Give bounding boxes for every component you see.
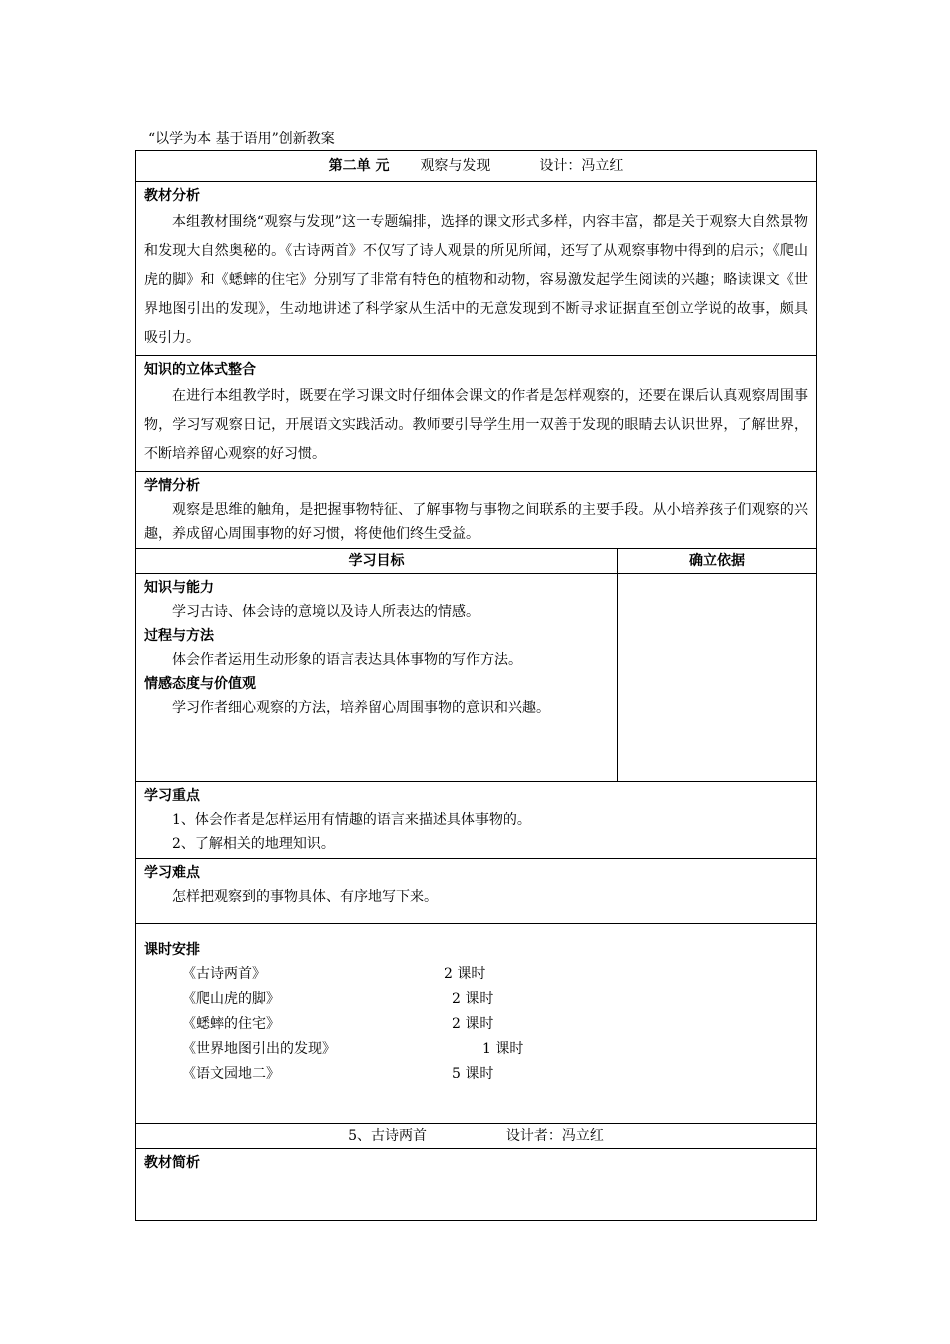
schedule-title: 《蟋蟀的住宅》 xyxy=(182,1016,280,1032)
schedule-title: 《爬山虎的脚》 xyxy=(182,991,280,1007)
key-points-row xyxy=(136,782,817,859)
emotion-text: 学习作者细心观察的方法，培养留心周围事物的意识和兴趣。 xyxy=(172,700,550,716)
schedule-title: 《古诗两首》 xyxy=(182,966,266,982)
difficulties-cell xyxy=(136,859,817,924)
schedule-item xyxy=(144,1062,808,1087)
learner-analysis-cell xyxy=(136,472,817,549)
unit-label: 第二单 元 xyxy=(328,158,390,174)
knowledge-heading: 知识与能力 xyxy=(144,580,214,596)
schedule-heading: 课时安排 xyxy=(144,942,200,958)
process-text: 体会作者运用生动形象的语言表达具体事物的写作方法。 xyxy=(172,652,522,668)
schedule-item xyxy=(144,987,808,1012)
integration-cell xyxy=(136,356,817,472)
learner-analysis-row xyxy=(136,472,817,549)
schedule-item xyxy=(144,1012,808,1037)
process-heading: 过程与方法 xyxy=(144,628,214,644)
schedule-cell xyxy=(136,924,817,1124)
learner-analysis-text: 观察是思维的触角，是把握事物特征、了解事物与事物之间联系的主要手段。从小培养孩子们观察的兴趣，养成留心周围事物的好习惯，将使他们终生受益。 xyxy=(144,502,808,542)
objectives-body-row xyxy=(136,574,817,782)
difficulties-row xyxy=(136,859,817,924)
knowledge-text: 学习古诗、体会诗的意境以及诗人所表达的情感。 xyxy=(172,604,480,620)
unit-designer: 设计：冯立红 xyxy=(539,158,624,174)
schedule-item xyxy=(144,962,808,987)
integration-row xyxy=(136,356,817,472)
unit-theme: 观察与发现 xyxy=(420,158,491,174)
integration-text: 在进行本组教学时，既要在学习课文时仔细体会课文的作者是怎样观察的，还要在课后认真观察周围事物，学习写观察日记，开展语文实践活动。教师要引导学生用一双善于发现的眼睛去认识世界，了解世界，不断培养留心观察的好习惯。 xyxy=(144,388,808,462)
schedule-hours: 5 课时 xyxy=(452,1066,494,1082)
schedule-hours: 2 课时 xyxy=(452,991,494,1007)
lesson-plan-table xyxy=(135,150,817,1221)
learner-analysis-heading: 学情分析 xyxy=(144,478,200,494)
material-analysis-row xyxy=(136,182,817,356)
lesson-designer: 设计者：冯立红 xyxy=(505,1128,604,1144)
material-analysis-text: 本组教材围绕“观察与发现”这一专题编排，选择的课文形式多样，内容丰富，都是关于观察大自然景物和发现大自然奥秘的。《古诗两首》不仅写了诗人观景的所见所闻，还写了从观察事物中得到的启示；《爬山虎的脚》和《蟋蟀的住宅》分别写了非常有特色的植物和动物，容易激发起学生阅读的兴趣；略读课文《世界地图引出的发现》，生动地讲述了科学家从生活中的无意发现到不断寻求证据直至创立学说的故事，颇具吸引力。 xyxy=(144,214,808,346)
schedule-title: 《世界地图引出的发现》 xyxy=(182,1041,336,1057)
objectives-body-cell xyxy=(136,574,618,782)
brief-cell xyxy=(136,1149,817,1221)
schedule-row xyxy=(136,924,817,1124)
key-points-heading: 学习重点 xyxy=(144,788,200,804)
objectives-header-row xyxy=(136,549,817,574)
unit-title-row xyxy=(136,151,817,182)
objectives-col-left: 学习目标 xyxy=(136,549,618,574)
key-point-item: 2、了解相关的地理知识。 xyxy=(172,836,335,852)
material-analysis-heading: 教材分析 xyxy=(144,188,200,204)
key-points-cell xyxy=(136,782,817,859)
emotion-heading: 情感态度与价值观 xyxy=(144,676,256,692)
lesson-title-cell xyxy=(136,1124,817,1149)
lesson-title-row xyxy=(136,1124,817,1149)
schedule-title: 《语文园地二》 xyxy=(182,1066,280,1082)
key-point-item: 1、体会作者是怎样运用有情趣的语言来描述具体事物的。 xyxy=(172,812,531,828)
schedule-hours: 2 课时 xyxy=(452,1016,494,1032)
difficulties-text: 怎样把观察到的事物具体、有序地写下来。 xyxy=(172,889,438,905)
brief-heading: 教材简析 xyxy=(144,1155,200,1171)
lesson-title: 5、古诗两首 xyxy=(348,1128,427,1144)
header-note: “以学为本 基于语用”创新教案 xyxy=(148,131,335,147)
unit-title-cell xyxy=(136,151,817,182)
objectives-col-right: 确立依据 xyxy=(618,549,817,574)
schedule-hours: 1 课时 xyxy=(482,1041,524,1057)
schedule-item xyxy=(144,1037,808,1062)
brief-row xyxy=(136,1149,817,1221)
difficulties-heading: 学习难点 xyxy=(144,865,200,881)
schedule-hours: 2 课时 xyxy=(444,966,486,982)
material-analysis-cell xyxy=(136,182,817,356)
basis-body-cell xyxy=(618,574,817,782)
integration-heading: 知识的立体式整合 xyxy=(144,362,256,378)
